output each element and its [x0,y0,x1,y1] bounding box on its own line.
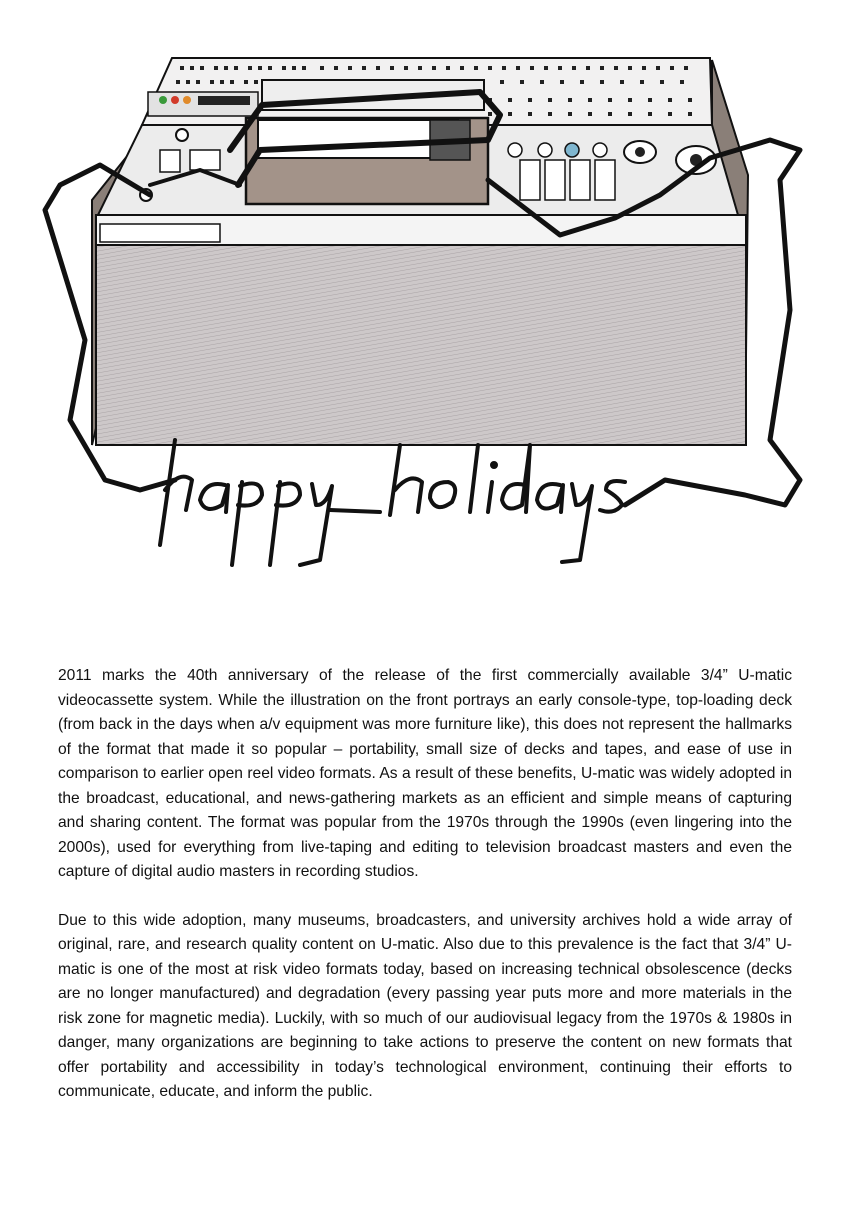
status-led-green-icon [159,96,167,104]
u-matic-deck-illustration [0,0,850,600]
cabinet-front [96,215,746,445]
article-paragraph: 2011 marks the 40th anniversary of the release of the first commercially available 3/4” U-matic videocassette system. While the illustration on the front portrays an early console-type, top-loading deck (from back in the days when a/v equipment was more furniture like), this does not represent the hallmarks of the format that made it so popular – portability, small size of decks and tapes, and ease of use in comparison to earlier open reel video formats. As a result of these benefits, U-matic was widely adopted in the broadcast, educational, and news-gathering markets as an efficient and simple means of capturing and sharing content. The format was popular from the 1970s through the 1990s (even lingering into the 2000s), used for everything from live-taping and editing to television broadcast masters and even the capture of digital audio masters in recording studios. [58,667,792,880]
article-paragraph: Due to this wide adoption, many museums, broadcasters, and university archives hold a wide array of original, rare, and research quality content on U-matic. Also due to this prevalence is the fact that 3/4” U-matic is one of the most at risk video formats today, based on increasing technical obsolescence (decks are no longer manufactured) and degradation (every passing year puts more and more materials in the risk zone for magnetic media). Luckily, with so much of our audiovisual legacy from the 1970s & 1980s in danger, many organizations are beginning to take actions to preserve the content on new formats that offer portability and accessibility in today’s technological environment, continuing their efforts to communicate, educate, and inform the public. [58,911,792,1100]
status-led-orange-icon [183,96,191,104]
status-led-red-icon [171,96,179,104]
happy-holidays-lettering [160,440,625,565]
article-body [58,664,792,1105]
knob-icon [176,129,188,141]
